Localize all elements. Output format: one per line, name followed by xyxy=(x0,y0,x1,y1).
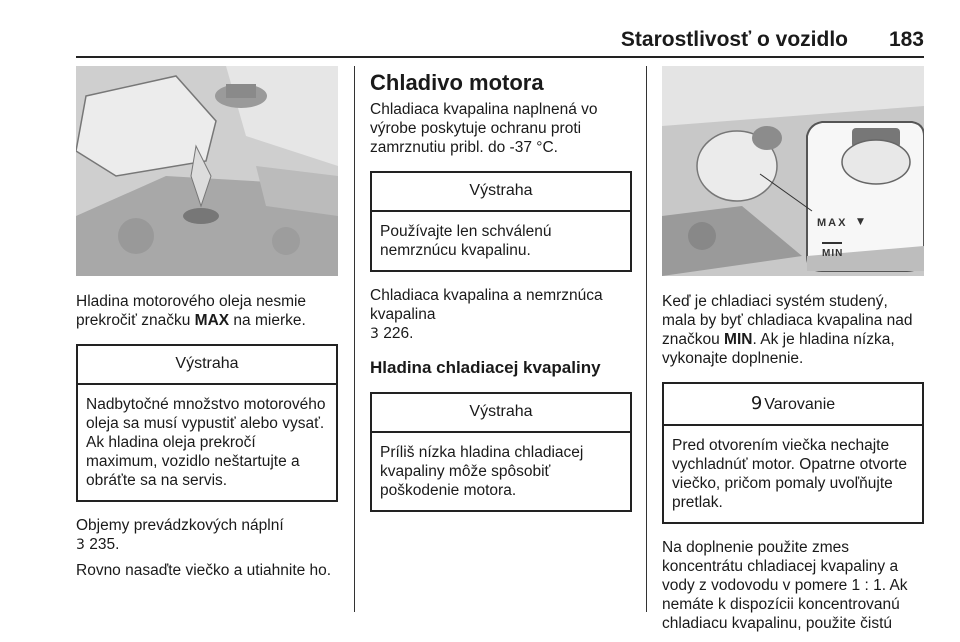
cap-paragraph: Rovno nasaďte viečko a utiahnite ho. xyxy=(76,562,332,579)
page-reference-icon: 3 xyxy=(76,537,85,553)
svg-text:▼: ▼ xyxy=(857,217,864,227)
oil-bottle-illustration xyxy=(76,66,338,276)
page-header xyxy=(0,24,960,56)
antifreeze-ref[interactable]: 226. xyxy=(378,325,414,342)
antifreeze-paragraph xyxy=(370,286,632,344)
caution-title xyxy=(664,384,922,426)
coolant-level-text-b: . Ak je hladina nízka, vykonajte doplnenie. xyxy=(662,331,895,367)
caution-title-text: Varovanie xyxy=(764,396,836,413)
page-number: 183 xyxy=(888,28,924,51)
oil-level-text-a: Hladina motorového oleja nesmie prekročiť značku xyxy=(76,293,307,329)
warning-box-coolant-level xyxy=(370,392,632,512)
refill-paragraph: Na doplnenie použite zmes koncentrátu chladiacej kvapaliny a vody z vodovodu v pomere 1 : 1. Ak nemáte k dispozícii koncentrovanú chladiacu kvapalinu, použite čistú xyxy=(662,539,908,632)
warning-text: Nadbytočné množstvo motorového oleja sa musí vypustiť alebo vysať. Ak hladina oleja prekročí maximum, vozidlo neštartujte a obráťte sa na servis. xyxy=(86,396,326,489)
warning-text: Používajte len schválenú nemrznúcu kvapalinu. xyxy=(380,223,552,259)
warning-title: Výstraha xyxy=(372,173,630,212)
min-mark-label: MIN xyxy=(822,248,844,259)
warning-title: Výstraha xyxy=(372,394,630,433)
page-title: Starostlivosť o vozidlo xyxy=(620,28,848,51)
coolant-level-min: MIN xyxy=(724,331,753,348)
oil-level-text-b: na mierke. xyxy=(229,312,306,329)
header-divider xyxy=(76,56,924,58)
capacities-ref[interactable]: 235. xyxy=(84,536,120,553)
warning-text: Príliš nízka hladina chladiacej kvapaliny môže spôsobiť poškodenie motora. xyxy=(380,444,584,499)
coolant-reservoir-illustration xyxy=(662,66,924,276)
subsection-heading: Hladina chladiacej kvapaliny xyxy=(370,358,601,377)
caution-text: Pred otvorením viečka nechajte vychladnúť motor. Opatrne otvorte viečko, pričom pomaly uvoľňujte pretlak. xyxy=(672,437,907,511)
column-1 xyxy=(76,66,338,580)
capacities-text: Objemy prevádzkových náplní xyxy=(76,517,284,534)
antifreeze-text: Chladiaca kvapalina a nemrznúca kvapalina xyxy=(370,287,603,323)
warning-triangle-icon: 9 xyxy=(750,393,763,414)
coolant-reservoir-image xyxy=(662,66,924,276)
oil-level-max: MAX xyxy=(194,312,230,329)
coolant-intro: Chladiaca kvapalina naplnená vo výrobe poskytuje ochranu proti zamrznutiu pribl. do -37 °C. xyxy=(370,101,598,156)
section-heading: Chladivo motora xyxy=(370,70,544,95)
coolant-level-paragraph xyxy=(662,292,924,368)
warning-title: Výstraha xyxy=(78,346,336,385)
engine-oil-image xyxy=(76,66,338,276)
page-reference-icon: 3 xyxy=(370,326,379,342)
max-mark-label: MAX xyxy=(817,217,848,229)
oil-level-paragraph xyxy=(76,292,338,330)
warning-box-oil xyxy=(76,344,338,502)
column-2 xyxy=(370,66,632,512)
column-divider-1 xyxy=(354,66,355,612)
capacities-paragraph xyxy=(76,516,338,555)
coolant-level-text-a: Keď je chladiaci systém studený, mala by byť chladiaca kvapalina nad značkou xyxy=(662,293,913,348)
column-divider-2 xyxy=(646,66,647,612)
caution-box-hot-coolant xyxy=(662,382,924,524)
warning-box-antifreeze xyxy=(370,171,632,272)
column-3 xyxy=(662,66,924,633)
